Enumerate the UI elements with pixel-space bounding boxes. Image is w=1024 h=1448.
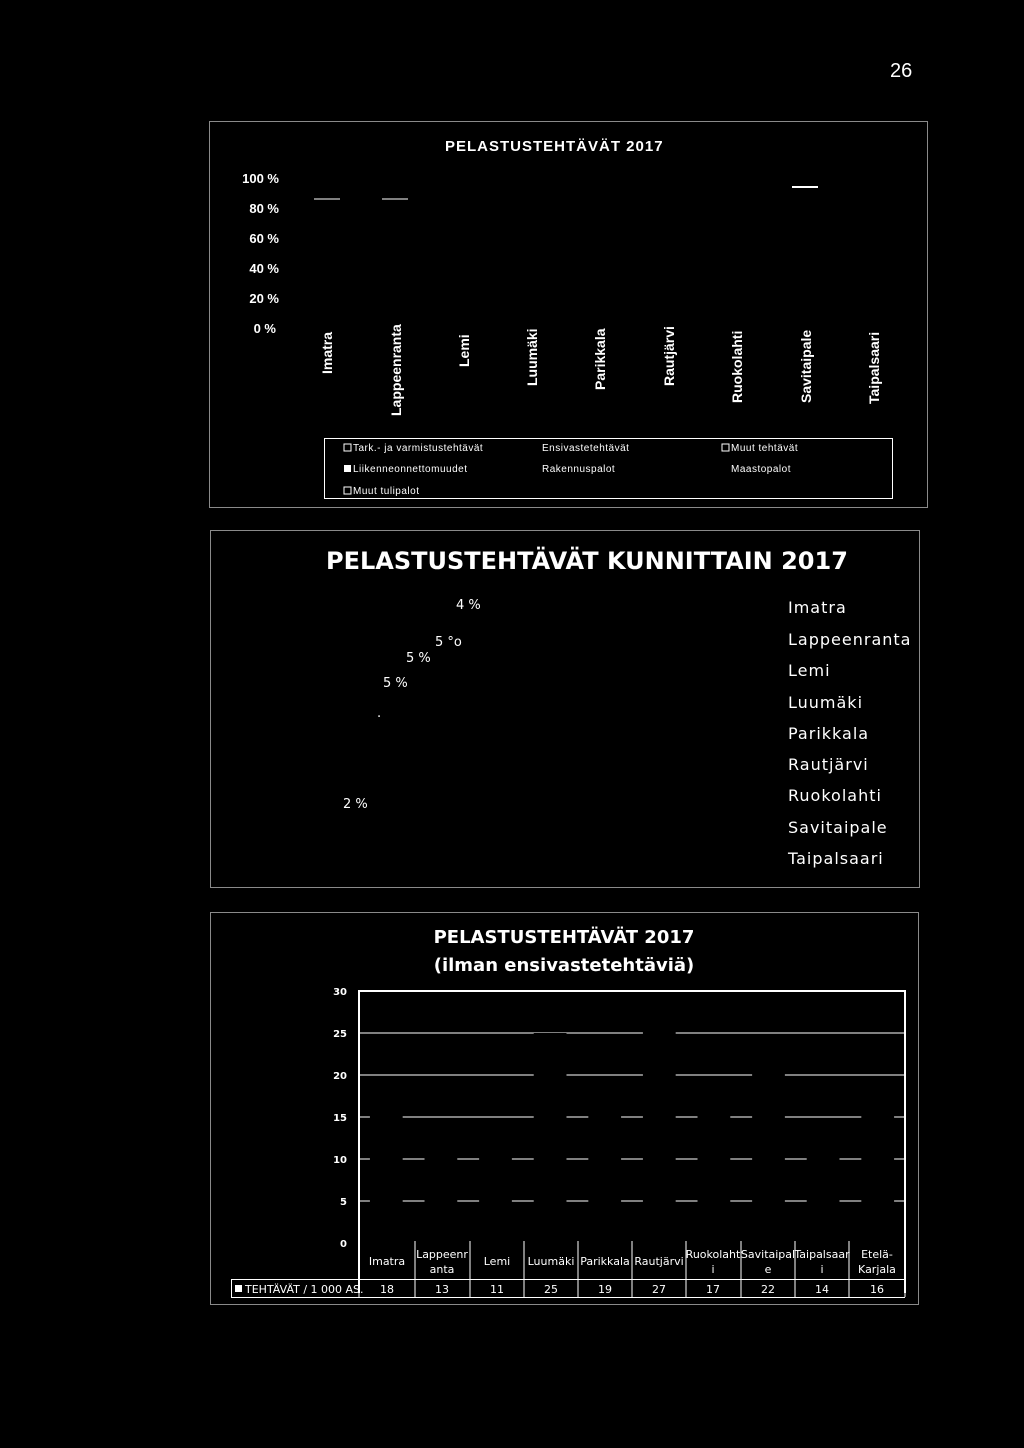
x-category-label: Taipalsaari [866, 331, 882, 404]
bar [588, 1083, 621, 1243]
legend-entry: Rakennuspalot [542, 464, 616, 475]
y-tick-label: 40 % [249, 261, 279, 276]
table-value: 22 [761, 1283, 775, 1296]
legend-entry: Ruokolahti [788, 786, 882, 805]
legend-entry: Muut tehtävät [731, 443, 799, 454]
legend-entry: Lemi [788, 661, 831, 680]
x-category-label: Rautjärvi [661, 326, 677, 386]
legend-entry: Savitaipale [788, 818, 888, 837]
bar [643, 1016, 676, 1243]
legend-entry: Parikkala [788, 724, 870, 743]
category-label: Luumäki [527, 1255, 575, 1268]
table-value: 25 [544, 1283, 558, 1296]
chart-title: PELASTUSTEHTÄVÄT 2017 [445, 138, 664, 155]
category-label: i [820, 1263, 824, 1276]
legend-entry: Maastopalot [731, 464, 791, 475]
category-label: Etelä- [861, 1248, 893, 1261]
legend-entry: Taipalsaari [788, 849, 884, 868]
chart-subtitle: (ilman ensivastetehtäviä) [433, 955, 695, 976]
bar [534, 1033, 567, 1243]
legend-swatch [235, 1285, 242, 1292]
bar [861, 1109, 894, 1243]
category-label: Lappeenr [416, 1248, 468, 1261]
x-category-label: Imatra [319, 331, 335, 374]
pie-data-label: 5 % [406, 651, 431, 666]
pie-data-label: 4 % [456, 598, 481, 613]
x-category-label: Savitaipale [798, 329, 814, 403]
x-category-label: Luumäki [524, 328, 540, 386]
pie-chart-panel [210, 530, 920, 888]
bar-chart [211, 913, 918, 1304]
category-label: Imatra [368, 1255, 406, 1268]
category-label: Karjala [858, 1263, 896, 1276]
bars [370, 1016, 894, 1243]
legend-entry: Tark.- ja varmistustehtävät [353, 443, 484, 454]
table-value: 27 [652, 1283, 666, 1296]
category-label: Parikkala [580, 1255, 630, 1268]
legend-entry: Liikenneonnettomuudet [353, 464, 468, 475]
legend-entry: Lappeenranta [788, 630, 912, 649]
stacked-bar-chart [210, 122, 927, 507]
x-category-label: Ruokolahti [729, 330, 745, 403]
legend-entry: Rautjärvi [788, 755, 869, 774]
legend-entry: Luumäki [788, 693, 864, 712]
pie-data-label: . [377, 706, 382, 721]
bar [807, 1125, 840, 1243]
category-label: Ruokolaht [685, 1248, 741, 1261]
y-tick-label: 15 [333, 1113, 347, 1124]
x-category-label: Lappeenranta [388, 324, 404, 416]
page-number: 26 [890, 60, 913, 82]
y-tick-label: 0 [340, 1239, 347, 1250]
bar-chart-panel [210, 912, 919, 1305]
category-label: e [764, 1263, 772, 1276]
legend [787, 598, 911, 868]
x-category-label: Lemi [456, 334, 472, 367]
legend [325, 439, 893, 499]
category-label: Taipalsaar [794, 1248, 850, 1261]
category-label: Rautjärvi [634, 1255, 684, 1268]
pie-data-label: 2 % [343, 797, 368, 812]
y-tick-label: 0 % [253, 321, 276, 336]
chart-title: PELASTUSTEHTÄVÄT 2017 [433, 927, 695, 948]
y-tick-label: 5 [340, 1197, 347, 1208]
y-tick-label: 10 [333, 1155, 347, 1166]
y-tick-label: 100 % [242, 171, 279, 186]
series-label: TEHTÄVÄT / 1 000 AS. [245, 1283, 364, 1296]
legend-swatch [344, 487, 351, 494]
table-value: 18 [380, 1283, 394, 1296]
bar [698, 1100, 731, 1243]
legend-entry: Imatra [788, 598, 847, 617]
y-tick-label: 30 [333, 987, 347, 998]
bar [752, 1058, 785, 1243]
legend-swatch [722, 444, 729, 451]
legend-swatch [344, 465, 351, 472]
pie-data-label: 5 % [383, 676, 408, 691]
category-label: Lemi [483, 1255, 511, 1268]
table-value: 14 [815, 1283, 829, 1296]
legend-entry: Ensivastetehtävät [542, 443, 630, 454]
x-category-label: Parikkala [592, 328, 608, 390]
data-table [231, 1241, 905, 1298]
chart-title: PELASTUSTEHTÄVÄT KUNNITTAIN 2017 [326, 547, 848, 575]
legend-entry: Muut tulipalot [353, 486, 420, 497]
table-value: 11 [490, 1283, 504, 1296]
bar [479, 1151, 512, 1243]
legend-swatch [344, 444, 351, 451]
bar [370, 1092, 403, 1243]
category-label: i [711, 1263, 715, 1276]
pie-chart [211, 531, 919, 887]
table-value: 17 [706, 1283, 720, 1296]
table-value: 13 [435, 1283, 449, 1296]
y-tick-label: 80 % [249, 201, 279, 216]
category-label: Savitaipal [740, 1248, 796, 1261]
bar [425, 1134, 458, 1243]
stacked-bar-chart-panel [209, 121, 928, 508]
y-tick-label: 25 [333, 1029, 347, 1040]
y-tick-label: 20 % [249, 291, 279, 306]
y-tick-label: 20 [333, 1071, 347, 1082]
y-tick-label: 60 % [249, 231, 279, 246]
category-label: anta [429, 1263, 455, 1276]
table-value: 16 [870, 1283, 884, 1296]
pie-data-label: 5 °o [435, 635, 462, 650]
table-value: 19 [598, 1283, 612, 1296]
